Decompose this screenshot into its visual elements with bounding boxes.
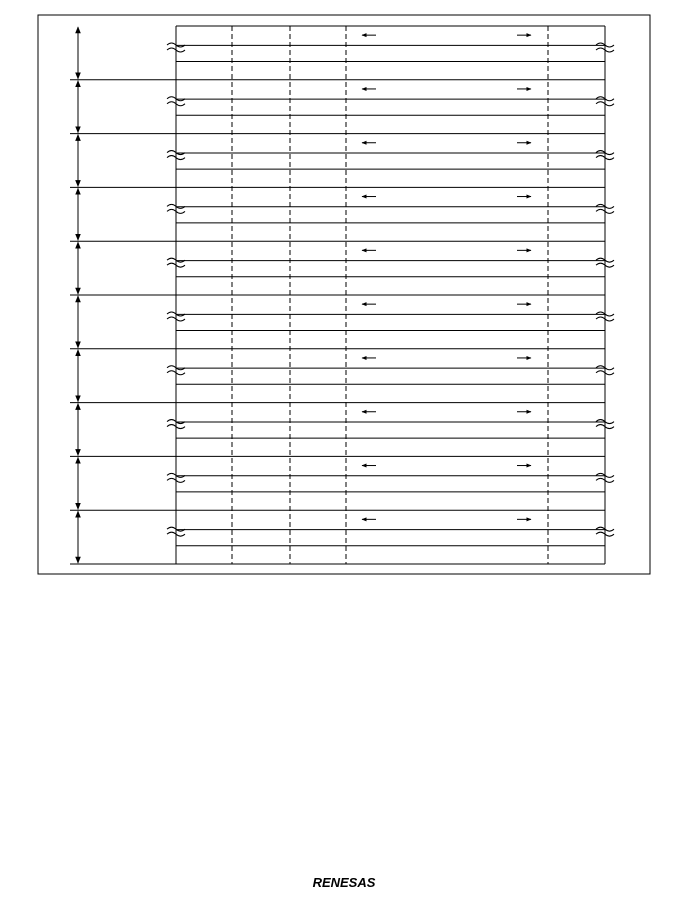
renesas-logo	[298, 872, 390, 892]
logo-wordmark: RENESAS	[312, 875, 376, 890]
memory-blocks	[70, 26, 614, 564]
